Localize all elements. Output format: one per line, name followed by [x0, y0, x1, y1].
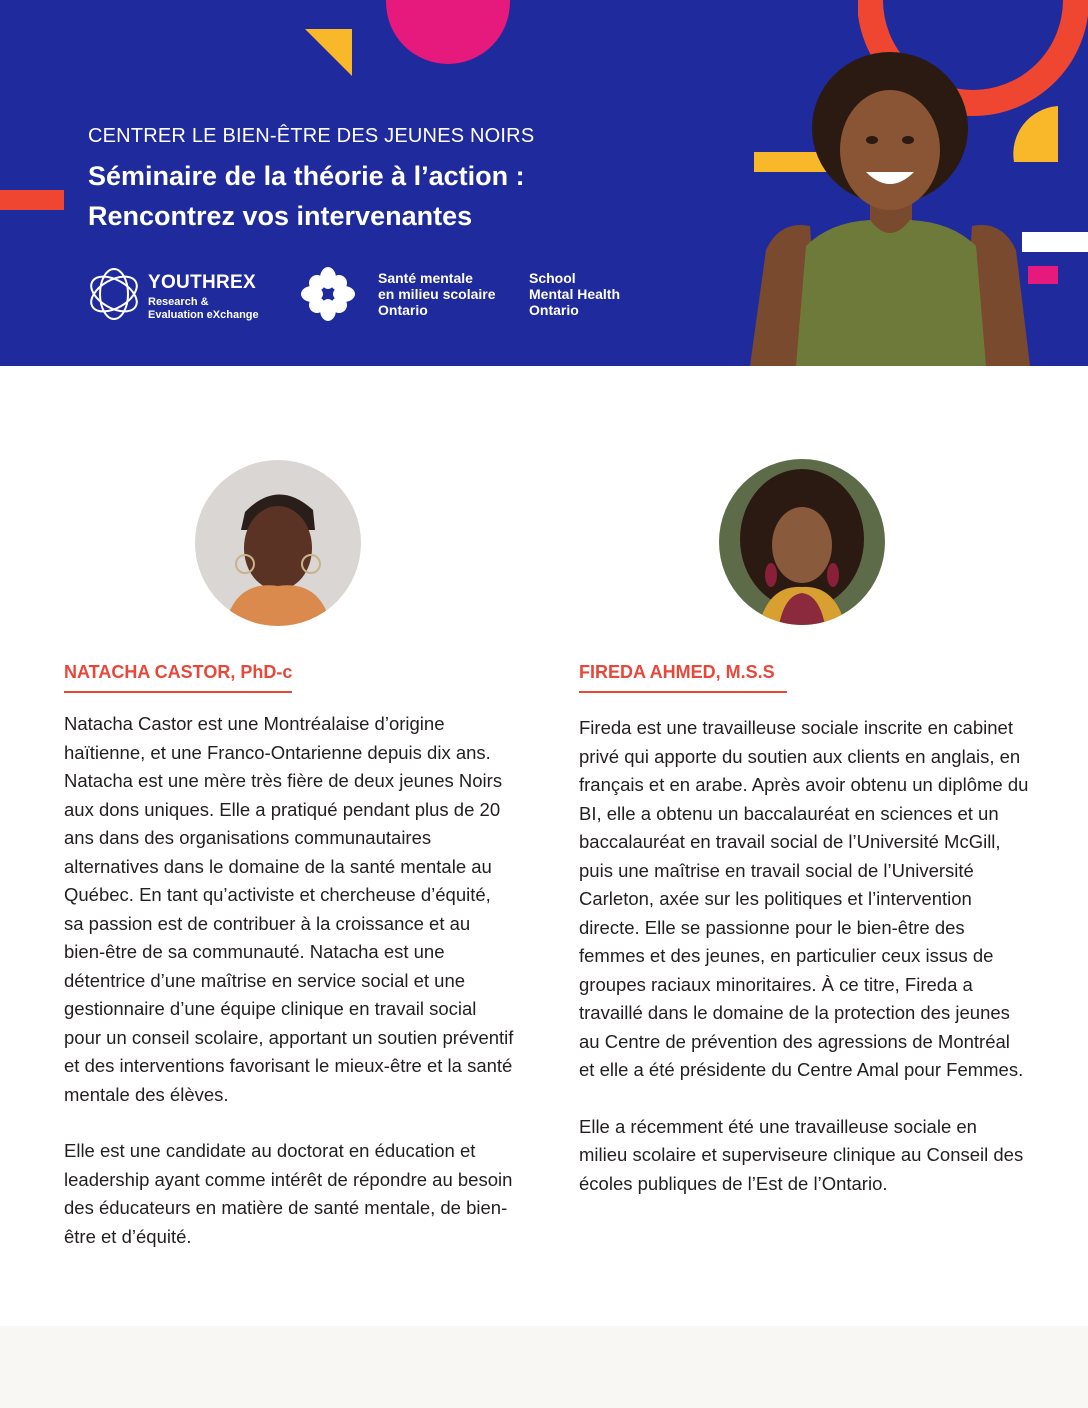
speaker-2-bio-paragraph-1: Fireda est une travailleuse sociale inscrite en cabinet privé qui apporte du soutien aux clients en anglais, en français et en arabe. Après avoir obtenu un diplôme du BI, elle a obtenu un baccalauréat en sciences et un baccalauréat en travail social de l’Université McGill, puis une maîtrise en travail social de l’Université Carleton, axée sur les politiques et l’intervention directe. Elle se passionne pour le bien-être des femmes et des jeunes, en particulier ceux issus de groupes raciaux minoritaires. À ce titre, Fireda a travaillé dans le domaine de la protection des jeunes au Centre de prévention des agressions de Montréal et elle a été présidente du Centre Amal pour Femmes. [579, 717, 1029, 1080]
speaker-2-name: FIREDA AHMED, M.S.S [579, 662, 787, 693]
smh-en-line-3: Ontario [529, 302, 579, 318]
youthrex-sub-line-2: Evaluation eXchange [148, 309, 259, 321]
smh-en-line-2: Mental Health [529, 286, 621, 302]
smh-fr-line-1: Santé mentale [378, 270, 473, 286]
speaker-2-bio [579, 714, 1029, 1226]
footer-band [0, 1326, 1088, 1408]
smh-en-line-1: School [529, 270, 576, 286]
smh-fr-line-2: en milieu scolaire [378, 286, 496, 302]
youthrex-subtitle [148, 296, 308, 322]
speaker-1-bio-paragraph-1: Natacha Castor est une Montréalaise d’origine haïtienne, et une Franco-Ontarienne depuis dix ans. Natacha est une mère très fière de deux jeunes Noirs aux dons uniques. Elle a pratiqué pendant plus de 20 ans dans des organisations communautaires alternatives dans le domaine de la santé mentale au Québec. En tant qu’activiste et chercheuse d’équité, sa passion est de contribuer à la croissance et au bien-être de sa communauté. Natacha est une détentrice d’une maîtrise en service social et une gestionnaire d’une équipe clinique en travail social pour un conseil scolaire, apportant un soutien préventif et des interventions favorisant le mieux-être et la santé mentale des élèves. [64, 713, 514, 1105]
smh-fr-line-3: Ontario [378, 302, 428, 318]
youthrex-logo-icon [86, 266, 142, 322]
youthrex-name: YOUTHREX [148, 272, 256, 293]
youthrex-sub-line-1: Research & [148, 296, 209, 308]
page-title [88, 156, 608, 236]
title-line-2: Rencontrez vos intervenantes [88, 201, 473, 231]
header-eyebrow: CENTRER LE BIEN-ÊTRE DES JEUNES NOIRS [88, 125, 535, 147]
speaker-1-bio-paragraph-2: Elle est une candidate au doctorat en éducation et leadership ayant comme intérêt de répondre au besoin des éducateurs en matière de santé mentale, de bien-être et d’équité. [64, 1140, 513, 1247]
speaker-1-photo [195, 460, 361, 626]
speaker-photo [195, 460, 361, 626]
youthrex-logo [86, 266, 286, 326]
header-banner [0, 0, 1088, 366]
speaker-photo [719, 459, 885, 625]
header-portrait-photo [710, 50, 1070, 366]
yellow-triangle-decoration [305, 29, 355, 79]
red-bar-decoration [0, 190, 64, 210]
title-line-1: Séminaire de la théorie à l’action : [88, 161, 525, 191]
speaker-2-photo [719, 459, 885, 625]
magenta-circle-decoration [386, 0, 510, 64]
speaker-1-name: NATACHA CASTOR, PhD-c [64, 662, 292, 693]
smh-french-text [378, 270, 496, 318]
smh-logo [300, 266, 660, 326]
speaker-2-bio-paragraph-2: Elle a récemment été une travailleuse sociale en milieu scolaire et superviseure clinique au Conseil des écoles publiques de l’Est de l’Ontario. [579, 1115, 1024, 1194]
smh-english-text [529, 270, 620, 318]
speaker-1-bio [64, 710, 514, 1279]
smh-flower-logo-icon [300, 266, 356, 322]
